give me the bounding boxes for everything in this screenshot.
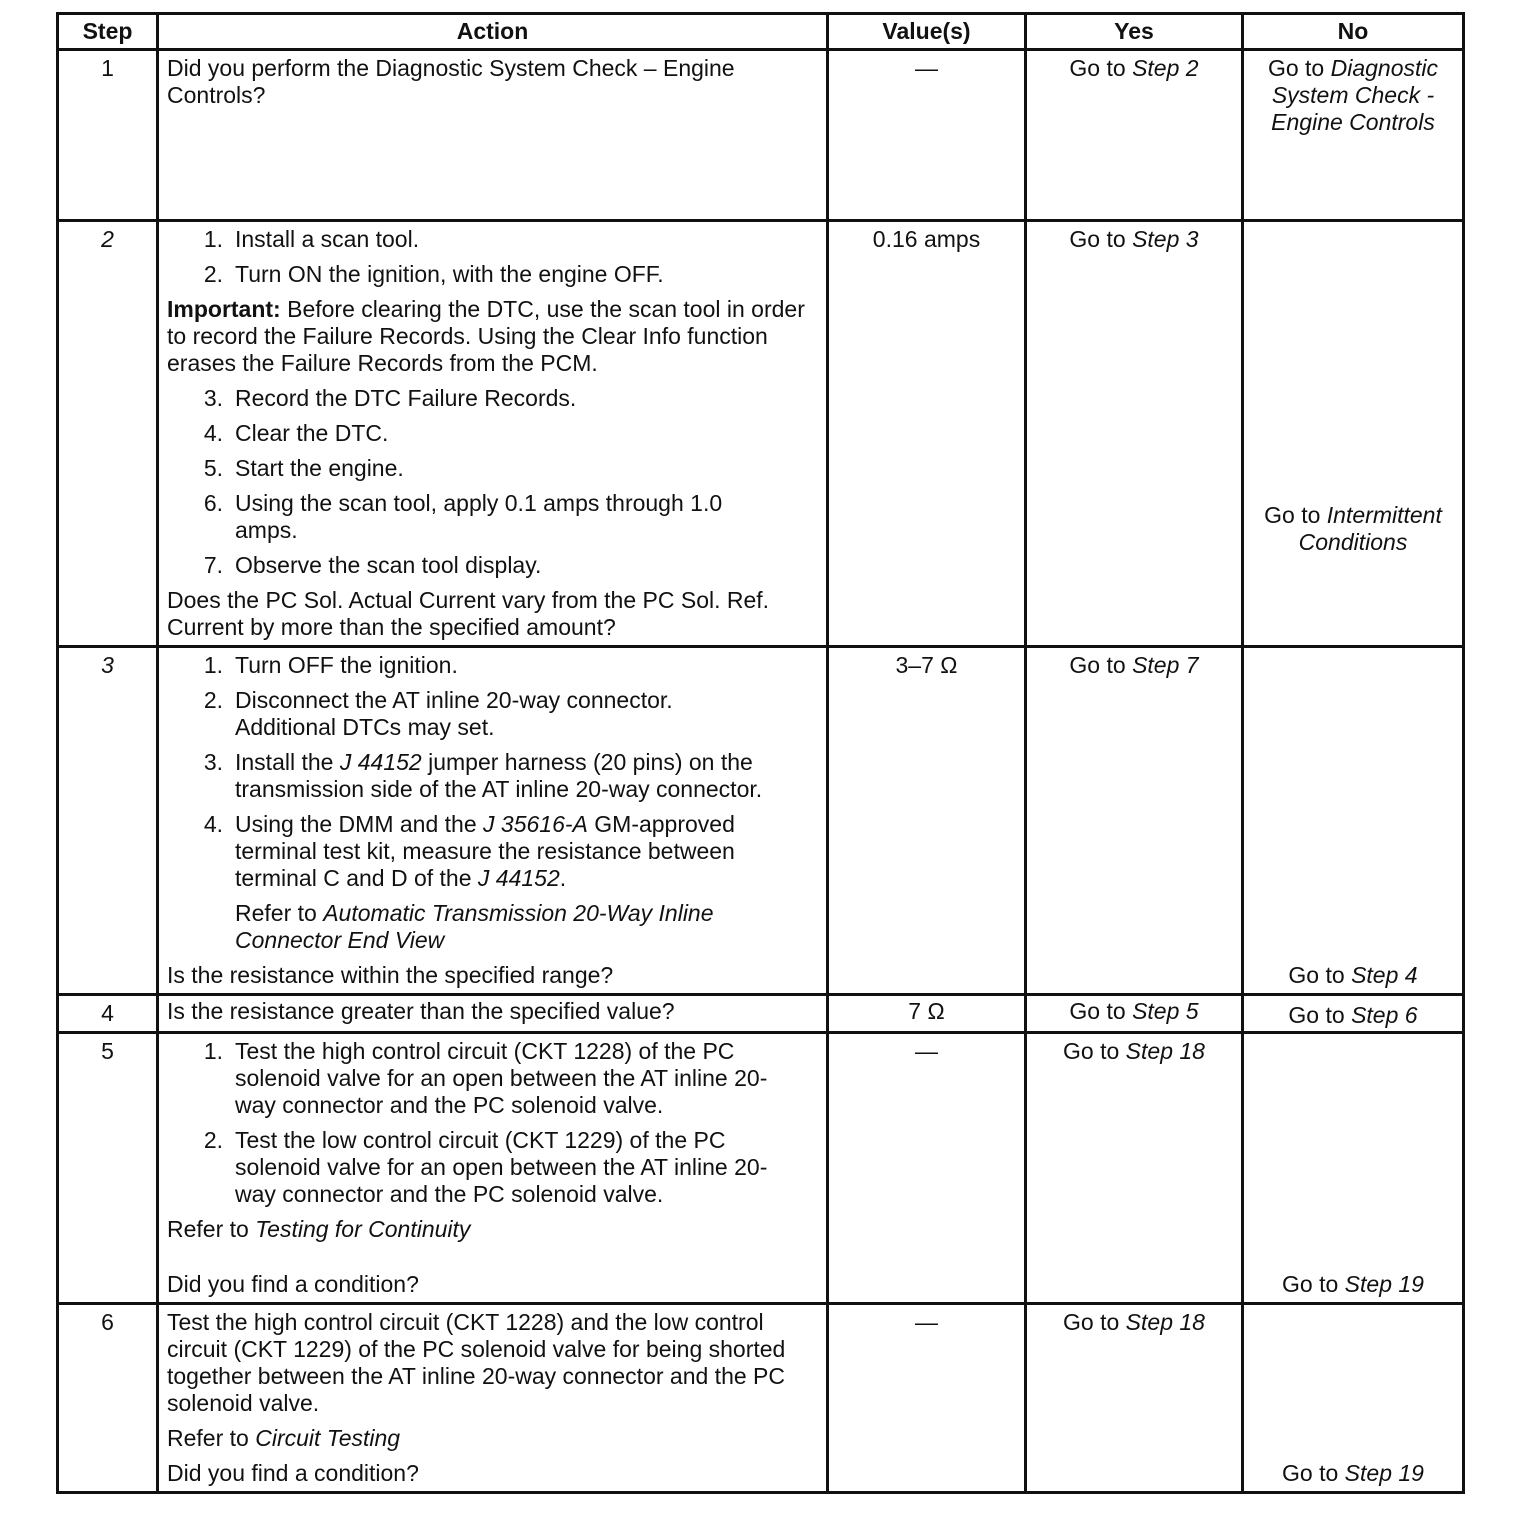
no-link[interactable]: Step 6	[1351, 1002, 1418, 1028]
action-cell	[158, 647, 828, 995]
question-text: Does the PC Sol. Actual Current vary from the PC Sol. Ref. Current by more than the specified amount?	[167, 587, 770, 640]
value-cell: 7 Ω	[828, 995, 1026, 1033]
step-number: 1	[58, 50, 158, 221]
no-link[interactable]: Intermittent Conditions	[1298, 502, 1442, 555]
header-row	[58, 14, 1464, 50]
refer-note: Refer to Automatic Transmission 20-Way Inline Connector End View	[235, 900, 714, 953]
list-item: 1. Install a scan tool.	[203, 226, 420, 252]
step-number: 6	[58, 1304, 158, 1493]
procedure-list	[167, 226, 818, 288]
list-item: 4. Using the DMM and the J 35616-A GM-approved terminal test kit, measure the resistance between terminal C and D of the J 44152.	[203, 811, 735, 891]
go-to-text: Go to	[1288, 962, 1345, 988]
list-item: 7. Observe the scan tool display.	[203, 552, 542, 578]
yes-link[interactable]: Step 7	[1132, 652, 1199, 678]
action-cell	[158, 1304, 828, 1493]
header-values: Value(s)	[828, 14, 1026, 50]
value-cell: —	[828, 50, 1026, 221]
go-to-text: Go to	[1063, 1038, 1120, 1064]
value-cell: 0.16 amps	[828, 221, 1026, 647]
question-text: Did you find a condition?	[167, 1460, 419, 1486]
refer-note: Refer to Circuit Testing	[167, 1425, 401, 1451]
yes-link[interactable]: Step 3	[1132, 226, 1199, 252]
yes-link[interactable]: Step 18	[1125, 1038, 1205, 1064]
table-row	[58, 1304, 1464, 1493]
yes-cell	[1026, 50, 1243, 221]
list-item: 1. Test the high control circuit (CKT 1228) of the PC solenoid valve for an open between the AT inline 20-way connector and the PC solenoid valve.	[203, 1038, 768, 1118]
yes-cell	[1026, 221, 1243, 647]
yes-link[interactable]: Step 2	[1132, 55, 1199, 81]
yes-cell	[1026, 995, 1243, 1033]
go-to-text: Go to	[1282, 1271, 1339, 1297]
value-cell: —	[828, 1304, 1026, 1493]
header-no: No	[1243, 14, 1464, 50]
value-cell: 3–7 Ω	[828, 647, 1026, 995]
diagnostic-table	[56, 12, 1465, 1494]
list-item: 4. Clear the DTC.	[203, 420, 389, 446]
go-to-text: Go to	[1069, 652, 1126, 678]
step-number: 2	[58, 221, 158, 647]
go-to-text: Go to	[1264, 502, 1321, 528]
go-to-text: Go to	[1288, 1002, 1345, 1028]
procedure-list	[167, 1038, 818, 1208]
list-item: 6. Using the scan tool, apply 0.1 amps through 1.0 amps.	[203, 490, 723, 543]
header-yes: Yes	[1026, 14, 1243, 50]
action-cell	[158, 221, 828, 647]
header-step: Step	[58, 14, 158, 50]
step-number: 5	[58, 1033, 158, 1304]
no-link[interactable]: Step 4	[1351, 962, 1418, 988]
yes-cell	[1026, 1033, 1243, 1304]
table-row	[58, 647, 1464, 995]
no-cell	[1243, 50, 1464, 221]
go-to-text: Go to	[1069, 998, 1126, 1024]
action-cell: Did you perform the Diagnostic System Check – Engine Controls?	[158, 50, 828, 221]
go-to-text: Go to	[1069, 55, 1126, 81]
no-cell	[1243, 221, 1464, 647]
list-item: 2. Test the low control circuit (CKT 1229) of the PC solenoid valve for an open between the AT inline 20-way connector and the PC solenoid valve.	[203, 1127, 768, 1207]
value-cell: —	[828, 1033, 1026, 1304]
step-number: 4	[58, 995, 158, 1033]
action-cell	[158, 1033, 828, 1304]
no-cell	[1243, 1033, 1464, 1304]
action-text: Test the high control circuit (CKT 1228) and the low control circuit (CKT 1229) of the PC solenoid valve for being shorted together between the AT inline 20-way connector and the PC solenoid valve.	[167, 1309, 786, 1416]
yes-link[interactable]: Step 5	[1132, 998, 1199, 1024]
no-cell	[1243, 1304, 1464, 1493]
no-cell	[1243, 647, 1464, 995]
yes-link[interactable]: Step 18	[1125, 1309, 1205, 1335]
yes-cell	[1026, 647, 1243, 995]
table-row	[58, 221, 1464, 647]
question-text: Did you find a condition?	[167, 1271, 419, 1297]
important-note: Important: Before clearing the DTC, use the scan tool in order to record the Failure Records. Using the Clear Info function erases the Failure Records from the PCM.	[167, 296, 805, 376]
table-row	[58, 50, 1464, 221]
yes-cell	[1026, 1304, 1243, 1493]
table-row	[58, 995, 1464, 1033]
go-to-text: Go to	[1063, 1309, 1120, 1335]
table-row	[58, 1033, 1464, 1304]
list-item: 2. Disconnect the AT inline 20-way connector. Additional DTCs may set.	[203, 687, 673, 740]
action-cell: Is the resistance greater than the specified value?	[158, 995, 828, 1033]
go-to-text: Go to	[1282, 1460, 1339, 1486]
refer-link[interactable]: Automatic Transmission 20-Way Inline Connector End View	[235, 900, 714, 953]
list-item: 3. Record the DTC Failure Records.	[203, 385, 577, 411]
list-item: 2. Turn ON the ignition, with the engine OFF.	[203, 261, 664, 287]
no-link[interactable]: Step 19	[1344, 1460, 1424, 1486]
list-item: 5. Start the engine.	[203, 455, 404, 481]
procedure-list	[167, 652, 818, 892]
list-item: 1. Turn OFF the ignition.	[203, 652, 458, 678]
refer-note: Refer to Testing for Continuity	[167, 1216, 471, 1242]
procedure-list	[167, 385, 818, 579]
go-to-text: Go to	[1267, 55, 1325, 81]
question-text: Is the resistance within the specified range?	[167, 962, 614, 988]
refer-link[interactable]: Testing for Continuity	[255, 1216, 471, 1242]
header-action: Action	[158, 14, 828, 50]
go-to-text: Go to	[1069, 226, 1126, 252]
no-link[interactable]: Diagnostic System Check - Engine Controls	[1271, 55, 1439, 135]
step-number: 3	[58, 647, 158, 995]
no-link[interactable]: Step 19	[1344, 1271, 1424, 1297]
list-item: 3. Install the J 44152 jumper harness (20 pins) on the transmission side of the AT inline 20-way connector.	[203, 749, 763, 802]
refer-link[interactable]: Circuit Testing	[255, 1425, 401, 1451]
no-cell	[1243, 995, 1464, 1033]
